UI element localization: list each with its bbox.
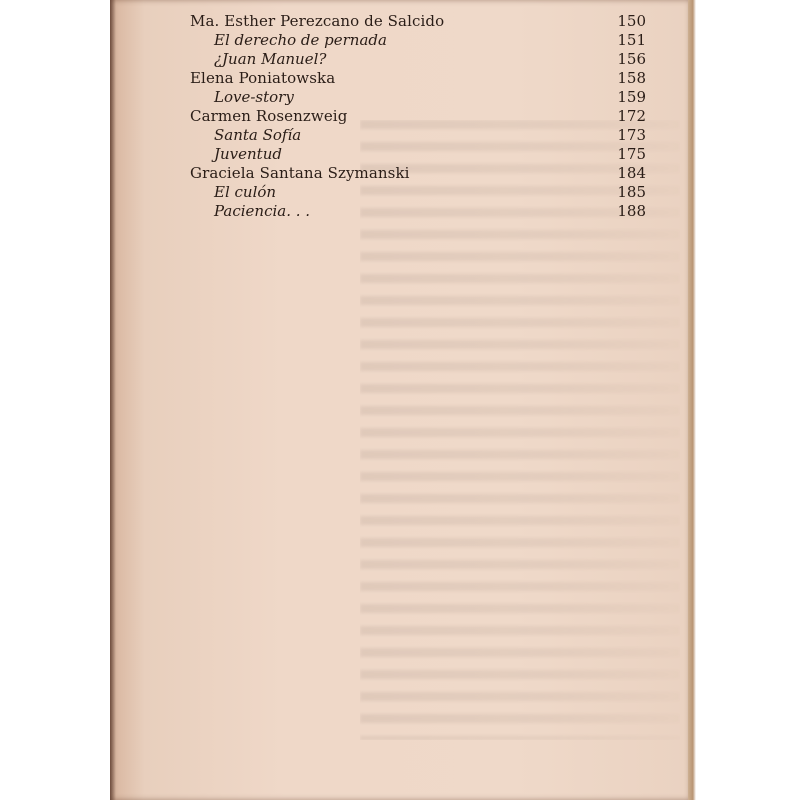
toc-entry-story	[110, 31, 688, 50]
page-number: 188	[617, 202, 646, 220]
story-title: Santa Sofía	[214, 126, 302, 144]
page-number: 159	[617, 88, 646, 106]
page-edge	[688, 0, 696, 800]
toc-entry-story	[110, 126, 688, 145]
book-page	[110, 0, 688, 800]
page-number: 158	[617, 69, 646, 87]
toc-entry-story	[110, 183, 688, 202]
toc-entry-author	[110, 164, 688, 183]
toc-entry-author	[110, 12, 688, 31]
page-number: 175	[617, 145, 646, 163]
author-name: Graciela Santana Szymanski	[190, 164, 410, 182]
toc-entry-author	[110, 107, 688, 126]
toc-entry-author	[110, 69, 688, 88]
story-title: Juventud	[214, 145, 282, 163]
page-number: 185	[617, 183, 646, 201]
page-number: 151	[617, 31, 646, 49]
page-number: 173	[617, 126, 646, 144]
toc-entry-story	[110, 50, 688, 69]
author-name: Elena Poniatowska	[190, 69, 336, 87]
spine-shadow	[110, 0, 116, 800]
page-number: 156	[617, 50, 646, 68]
author-name: Ma. Esther Perezcano de Salcido	[190, 12, 445, 30]
author-name: Carmen Rosenzweig	[190, 107, 348, 125]
toc-entry-story	[110, 88, 688, 107]
toc-entry-story	[110, 145, 688, 164]
table-of-contents	[110, 12, 688, 221]
page-number: 150	[617, 12, 646, 30]
story-title: El culón	[214, 183, 277, 201]
story-title: El derecho de pernada	[214, 31, 387, 49]
story-title: Love-story	[214, 88, 294, 106]
toc-entry-story	[110, 202, 688, 221]
page-number: 184	[617, 164, 646, 182]
page-number: 172	[617, 107, 646, 125]
story-title: ¿Juan Manuel?	[214, 50, 327, 68]
story-title: Paciencia. . .	[214, 202, 311, 220]
